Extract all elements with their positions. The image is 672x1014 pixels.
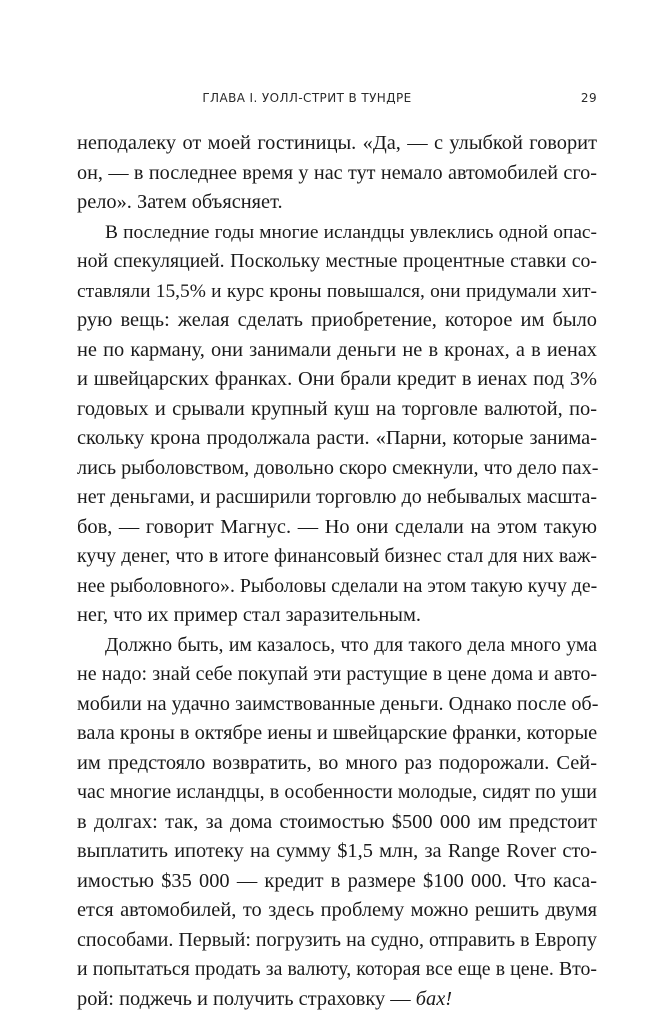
text-line: ставляли 15,5% и курс кроны повышался, они придумали хит- [77, 277, 597, 307]
text-line: и попытаться продать за валюту, которая все еще в цене. Вто- [77, 955, 597, 985]
text-line: ной спекуляцией. Поскольку местные процентные ставки со- [77, 247, 597, 277]
text-line: рело». Затем объясняет. [77, 188, 597, 218]
text-line: В последние годы многие исландцы увлеклись одной опас- [77, 218, 597, 248]
text-line: способами. Первый: погрузить на судно, отправить в Европу [77, 926, 597, 956]
text-line: кучу денег, что в итоге финансовый бизнес стал для них важ- [77, 542, 597, 572]
italic-exclamation: бах! [416, 988, 452, 1010]
text-line: в долгах: так, за дома стоимостью $500 000 им предстоит [77, 808, 597, 838]
text-line: нет деньгами, и расширили торговлю до небывалых масшта- [77, 483, 597, 513]
text-line: и швейцарских франках. Они брали кредит в иенах под 3% [77, 365, 597, 395]
text-line-final [77, 985, 597, 1014]
text-line: вала кроны в октябре иены и швейцарские франки, которые [77, 719, 597, 749]
text-line: час многие исландцы, в особенности молодые, сидят по уши [77, 778, 597, 808]
text-line: мобили на удачно заимствованные деньги. Однако после об- [77, 690, 597, 720]
chapter-title: ГЛАВА I. УОЛЛ-СТРИТ В ТУНДРЕ [77, 91, 537, 105]
text-line: бов, — говорит Магнус. — Но они сделали на этом такую [77, 513, 597, 543]
text-line: не по карману, они занимали деньги не в кронах, а в иенах [77, 336, 597, 366]
paragraph-1 [77, 129, 597, 218]
text-line: рую вещь: желая сделать приобретение, которое им было [77, 306, 597, 336]
text-line: не надо: знай себе покупай эти растущие в цене дома и авто- [77, 660, 597, 690]
text-line: выплатить ипотеку на сумму $1,5 млн, за Range Rover сто- [77, 837, 597, 867]
text-body [77, 129, 597, 1014]
text-line: он, — в последнее время у нас тут немало автомобилей сго- [77, 159, 597, 189]
text-line: лись рыболовством, довольно скоро смекнули, что дело пах- [77, 454, 597, 484]
text-line: ется автомобилей, то здесь проблему можно решить двумя [77, 896, 597, 926]
final-line-text: рой: поджечь и получить страховку — [77, 988, 416, 1010]
text-line: имостью $35 000 — кредит в размере $100 000. Что каса- [77, 867, 597, 897]
text-line: неподалеку от моей гостиницы. «Да, — с улыбкой говорит [77, 129, 597, 159]
text-line: нег, что их пример стал заразительным. [77, 601, 597, 631]
text-line: скольку крона продолжала расти. «Парни, которые занима- [77, 424, 597, 454]
text-line: Должно быть, им казалось, что для такого дела много ума [77, 631, 597, 661]
paragraph-3 [77, 631, 597, 1014]
page-number: 29 [581, 91, 597, 105]
text-line: нее рыболовного». Рыболовы сделали на этом такую кучу де- [77, 572, 597, 602]
text-line: им предстояло возвратить, во много раз подорожали. Сей- [77, 749, 597, 779]
text-line: годовых и срывали крупный куш на торговле валютой, по- [77, 395, 597, 425]
paragraph-2 [77, 218, 597, 631]
running-head [77, 91, 597, 111]
